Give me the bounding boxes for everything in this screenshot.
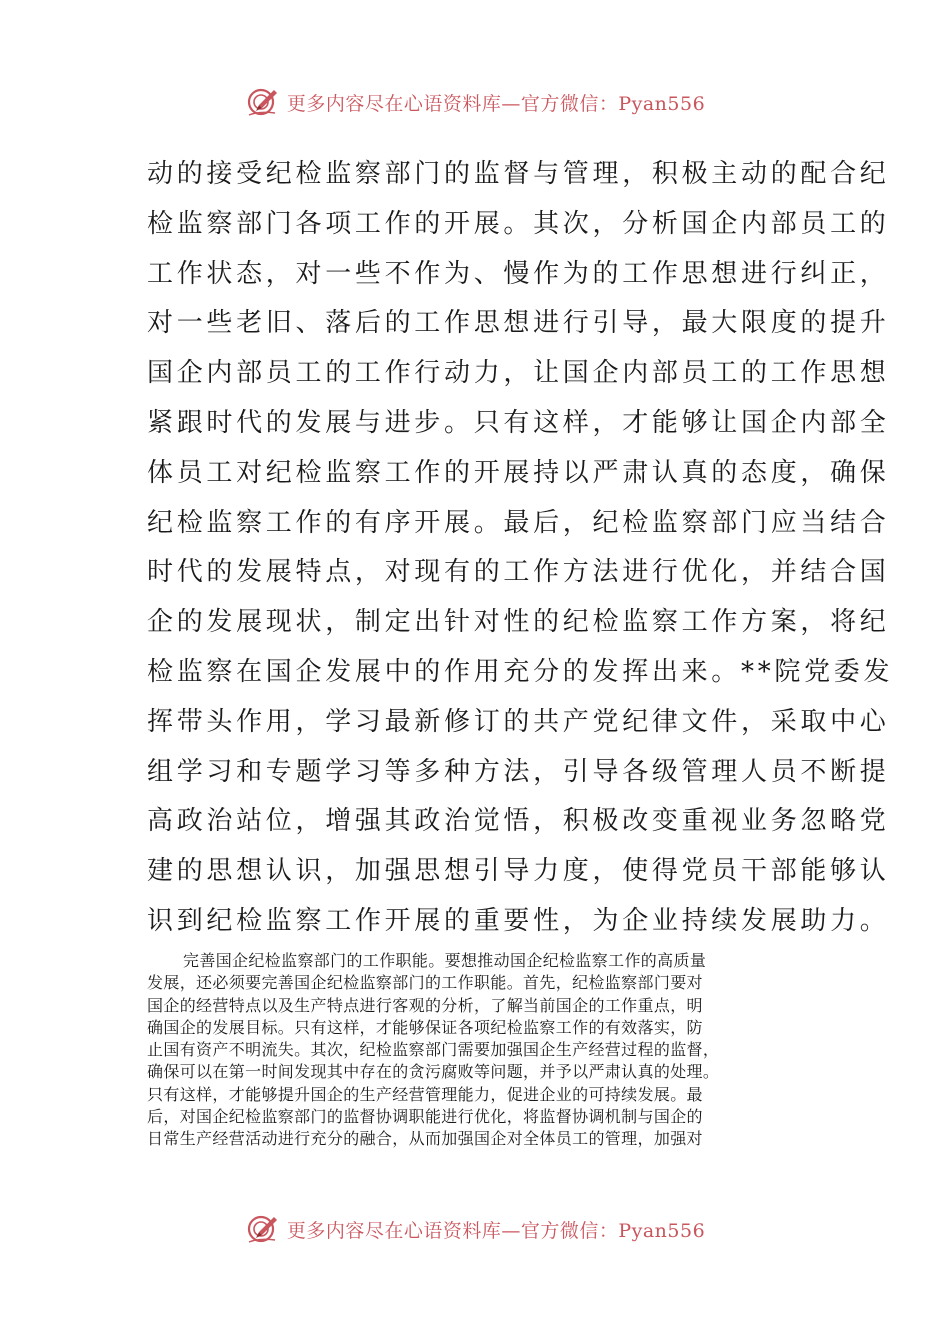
pen-nib-logo-icon xyxy=(245,84,281,120)
text-line: 高政治站位，增强其政治觉悟，积极改变重视业务忽略党 xyxy=(147,806,890,837)
text-line: 对一些老旧、落后的工作思想进行引导，最大限度的提升 xyxy=(147,308,890,339)
text-line: 企的发展现状，制定出针对性的纪检监察工作方案，将纪 xyxy=(147,607,890,638)
text-line: 发展，还必须要完善国企纪检监察部门的工作职能。首先，纪检监察部门要对 xyxy=(147,973,703,993)
text-line: 时代的发展特点，对现有的工作方法进行优化，并结合国 xyxy=(147,557,890,588)
text-line: 日常生产经营活动进行充分的融合，从而加强国企对全体员工的管理，加强对 xyxy=(147,1129,703,1149)
text-line: 止国有资产不明流失。其次，纪检监察部门需要加强国企生产经营过程的监督， xyxy=(147,1040,720,1060)
header-watermark xyxy=(0,84,950,120)
text-line: 动的接受纪检监察部门的监督与管理，积极主动的配合纪 xyxy=(147,159,890,189)
text-line: 紧跟时代的发展与进步。只有这样，才能够让国企内部全 xyxy=(147,407,890,438)
main-paragraph-large xyxy=(147,150,894,947)
text-line: 建的思想认识，加强思想引导力度，使得党员干部能够认 xyxy=(147,856,890,887)
text-line: 只有这样，才能够提升国企的生产经营管理能力，促进企业的可持续发展。最 xyxy=(147,1084,703,1104)
text-line: 国企内部员工的工作行动力，让国企内部员工的工作思想 xyxy=(147,358,890,389)
watermark-text: 更多内容尽在心语资料库—官方微信：Pyan556 xyxy=(286,1219,706,1242)
text-line: 体员工对纪检监察工作的开展持以严肃认真的态度，确保 xyxy=(147,457,890,488)
text-line: 国企的经营特点以及生产特点进行客观的分析，了解当前国企的工作重点，明 xyxy=(147,995,703,1015)
text-line: 后，对国企纪检监察部门的监督协调职能进行优化，将监督协调机制与国企的 xyxy=(147,1107,703,1127)
text-line: 工作状态，对一些不作为、慢作为的工作思想进行纠正， xyxy=(147,258,890,289)
text-line: 识到纪检监察工作开展的重要性，为企业持续发展助力。 xyxy=(147,905,890,936)
footer-watermark xyxy=(0,1211,950,1247)
text-line: 挥带头作用，学习最新修订的共产党纪律文件，采取中心 xyxy=(147,706,890,737)
text-line: 检监察部门各项工作的开展。其次，分析国企内部员工的 xyxy=(147,208,890,239)
text-line: 组学习和专题学习等多种方法，引导各级管理人员不断提 xyxy=(147,756,890,787)
text-line: 确国企的发展目标。只有这样，才能够保证各项纪检监察工作的有效落实，防 xyxy=(147,1017,703,1037)
main-paragraph-small xyxy=(147,950,812,1151)
pen-nib-logo-icon xyxy=(245,1211,281,1247)
watermark-text: 更多内容尽在心语资料库—官方微信：Pyan556 xyxy=(286,92,706,115)
text-line: 检监察在国企发展中的作用充分的发挥出来。**院党委发 xyxy=(147,656,894,687)
text-line: 确保可以在第一时间发现其中存在的贪污腐败等问题，并予以严肃认真的处理。 xyxy=(147,1062,720,1082)
text-line: 纪检监察工作的有序开展。最后，纪检监察部门应当结合 xyxy=(147,507,890,538)
text-line: 完善国企纪检监察部门的工作职能。要想推动国企纪检监察工作的高质量 xyxy=(183,951,707,970)
